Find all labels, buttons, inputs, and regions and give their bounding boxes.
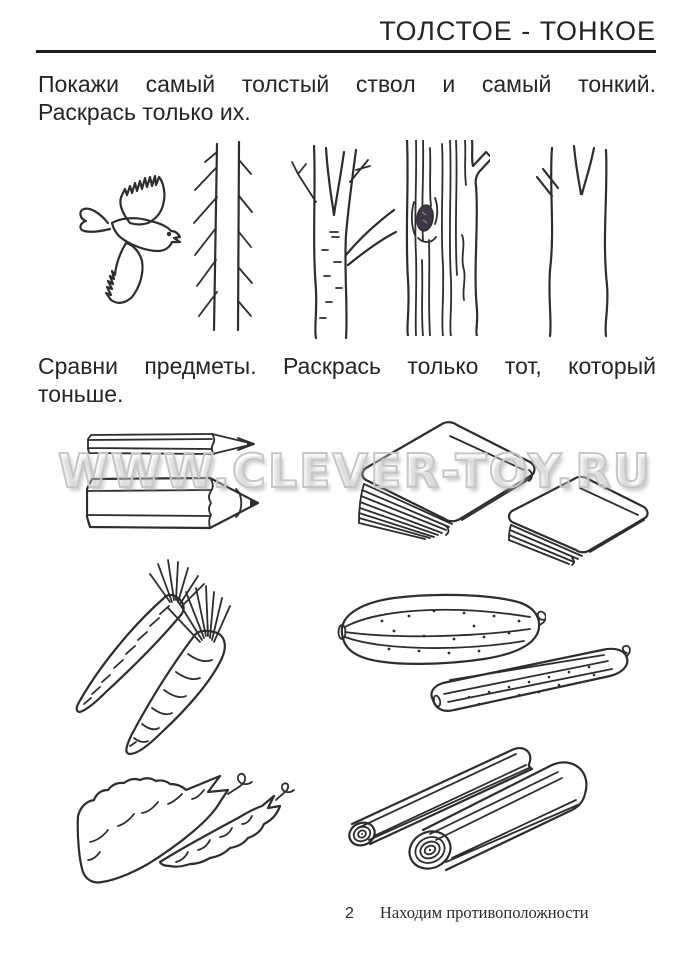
header-rule	[36, 50, 656, 53]
instruction-task-1	[38, 70, 656, 126]
series-title: Находим противоположности	[379, 903, 589, 922]
thick-carrot-drawing[interactable]	[110, 584, 260, 760]
instruction-1-line-1: Покажи самый толстый ствол и самый тонкий.	[38, 71, 656, 97]
instruction-2-line-2: тоньше.	[38, 381, 124, 407]
page-title: ТОЛСТОЕ - ТОНКОЕ	[379, 16, 656, 46]
thick-log-drawing[interactable]	[390, 754, 604, 880]
instruction-2-line-1: Сравни предметы. Раскрась только тот, который	[38, 353, 656, 379]
birch-trunk-drawing[interactable]	[286, 140, 402, 340]
thin-pea-pod-drawing[interactable]	[152, 782, 300, 874]
bird-drawing	[70, 165, 195, 320]
knot-hole	[415, 204, 434, 232]
thin-book-drawing[interactable]	[500, 476, 654, 570]
thin-spruce-trunk-drawing[interactable]	[193, 140, 253, 332]
thin-pencil-drawing[interactable]	[86, 431, 258, 457]
thick-knotted-trunk-drawing[interactable]	[402, 140, 490, 336]
instruction-1-line-2: Раскрась только их.	[38, 99, 251, 125]
site-watermark: WWW.CLEVER-TOY.RU	[58, 444, 652, 498]
page-footer	[345, 903, 589, 923]
thick-pencil-drawing[interactable]	[86, 475, 262, 531]
page-number: 2	[345, 905, 354, 922]
thin-cucumber-drawing[interactable]	[424, 642, 646, 720]
instruction-task-2	[38, 352, 656, 408]
medium-plain-trunk-drawing[interactable]	[532, 140, 612, 338]
